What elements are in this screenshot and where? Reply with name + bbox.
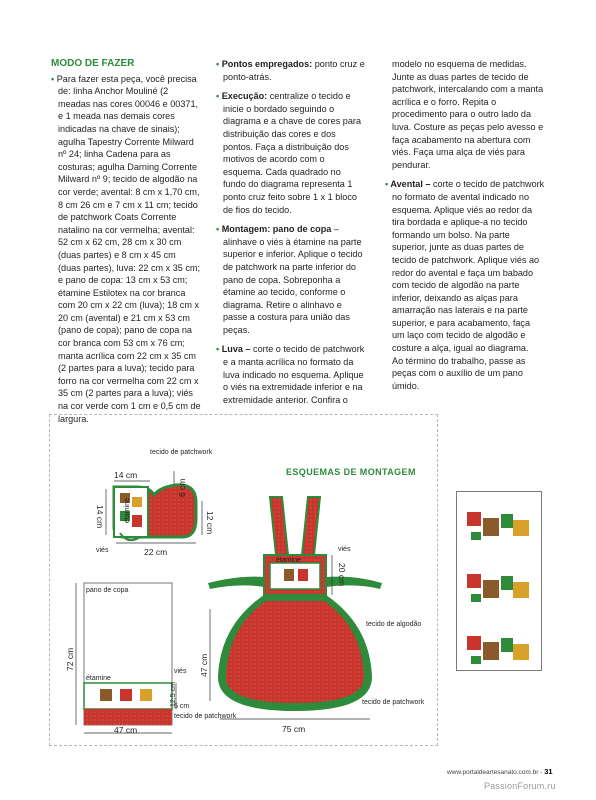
- apron-text: corte o tecido de patchwork no formato de avental indicado no esquema. Aplique viés ao redor da tira bordada e aplique-a no tecido formando um bolso. Na parte superior, junte as duas partes de tecido de patchwork. Aplique viés ao redor do avental e faça um babado com tecido de algodão na parte inferior, deixando as alças para amarração nas laterais e na parte superior, e para acabamento, faça um laço com tecido de algodão e costure a alça, igual ao diagrama.: [392, 179, 545, 354]
- final-paragraph: Ao término do trabalho, passe as peças com o auxílio de um pano úmido.: [392, 355, 526, 391]
- embroidery-motif: [132, 497, 142, 507]
- execution-paragraph: [216, 90, 366, 216]
- glove-height-12: 12 cm: [205, 511, 215, 535]
- bullet-icon: •: [216, 224, 222, 235]
- apron-height-47: 47 cm: [199, 653, 209, 677]
- apron-height-20: 20 cm: [337, 563, 347, 587]
- apron-cotton-label: tecido de algodão: [366, 621, 422, 628]
- column-1: [51, 58, 201, 425]
- towel-etamine-label: étamine: [86, 675, 111, 682]
- bullet-icon: •: [216, 91, 222, 102]
- glove-etamine-label: étamine: [124, 498, 131, 523]
- glove-height-14: 14 cm: [95, 505, 105, 529]
- apron-paragraph: [385, 178, 545, 354]
- column-3: [385, 58, 545, 399]
- bullet-icon: •: [385, 179, 391, 190]
- diagram-title: ESQUEMAS DE MONTAGEM: [286, 467, 416, 477]
- glove-text: corte o tecido de patchwork e a manta acrílica no formato da luva indicado no esquema. Aplique o viés na extremidade inferior e na extremidade anterior. Confira o: [223, 344, 365, 405]
- glove-height-6: 6 cm: [177, 478, 187, 497]
- dish-towel-drawing: [76, 583, 176, 733]
- embroidery-motif: [120, 689, 132, 701]
- bullet-icon: •: [216, 344, 222, 355]
- apron-patchwork-label: tecido de patchwork: [362, 699, 425, 706]
- embroidery-motif: [467, 512, 529, 540]
- watermark: PassionForum.ru: [484, 781, 556, 791]
- materials-paragraph: [51, 73, 201, 426]
- page-number: 31: [544, 767, 553, 776]
- towel-label: pano de copa: [86, 587, 129, 594]
- embroidery-pattern-strip: [456, 491, 542, 671]
- towel-patchwork-label: tecido de patchwork: [174, 713, 237, 720]
- materials-text: Para fazer esta peça, você precisa de: linha Anchor Mouliné (2 meadas nas cores 00046 e 00371, e 1 meada nas demais cores indicadas na chave de sinais); agulha Tapestry Corrente Milward nº 24; linha Cadena para as costuras; agulha Darning Corrente Milward nº 9; tecido de algodão na cor verde; avental: 8 cm x 1,70 cm, 8 cm 26 cm e 7 cm x 11 cm; tecido de patchwork Coats Corrente natalino na cor vermelha; avental: 52 cm x 62 cm, 28 cm x 30 cm (duas partes) e 8 cm x 45 cm (duas partes), luva: 22 cm x 35 cm; e pano de copa: 13 cm x 53 cm; étamine Estilotex na cor branca com 20 cm x 22 cm (luva); 18 cm x 20 cm (avental) e 21 cm x 53 cm (pano de copa); pano de copa na cor branca com 53 cm x 76 cm; manta acrílica com 22 cm x 35 cm (2 partes para a luva); tecido para forro na cor vermelha com 22 cm x 35 cm (2 partes para a luva); viés na cor verde com 1 cm e 0,5 cm de largura.: [56, 73, 201, 424]
- glove-label: Luva –: [221, 344, 251, 355]
- apron-width-75: 75 cm: [282, 724, 306, 734]
- stitches-paragraph: [216, 58, 366, 83]
- towel-assembly-paragraph: [216, 223, 366, 336]
- bullet-icon: •: [51, 73, 57, 84]
- section-title: MODO DE FAZER: [51, 58, 135, 69]
- assembly-diagram: [49, 414, 438, 746]
- glove-bias-label: viés: [96, 547, 109, 554]
- embroidery-pattern-drawing: [457, 492, 541, 670]
- apron-drawing: [205, 497, 382, 719]
- embroidery-motif: [132, 515, 142, 527]
- towel-height-5: 5 cm: [174, 703, 190, 710]
- apron-etamine-label: étamine: [276, 557, 301, 564]
- glove-width-22: 22 cm: [144, 547, 168, 557]
- embroidery-motif: [467, 636, 529, 664]
- execution-text: centralize o tecido e inicie o bordado seguindo o diagrama e a chave de cores para distribuição das cores e dos pontos. Faça a distribuição dos motivos de acordo com o esquema. Cada quadrado no fundo do diagrama representa 1 ponto cruz feito sobre 1 x 1 bloco de fios do tecido.: [223, 91, 362, 215]
- embroidery-motif: [100, 689, 112, 701]
- apron-bias-label: viés: [338, 546, 351, 553]
- embroidery-motif: [140, 689, 152, 701]
- embroidery-motif: [298, 569, 308, 581]
- column-2: [216, 58, 366, 413]
- execution-label: Execução:: [221, 91, 268, 102]
- footer-url: www.portaldeartesanato.com.br -: [447, 769, 543, 776]
- towel-height-12-5: 12,5 cm: [170, 682, 177, 707]
- stitches-text: ponto cruz e ponto-atrás.: [223, 59, 365, 82]
- towel-bias-label: viés: [174, 668, 187, 675]
- glove-patchwork-label: tecido de patchwork: [150, 449, 213, 456]
- embroidery-motif: [284, 569, 294, 581]
- glove-drawing: [106, 471, 202, 543]
- towel-assembly-text: – alinhave o viés à étamine na parte superior e inferior. Aplique o tecido de patchwork na parte inferior do pano de copa. Sobreponha a étamine ao tecido, conforme o diagrama. Retire o alinhavo e passe a costura para união das peças.: [223, 224, 363, 335]
- embroidery-motif: [467, 574, 529, 602]
- apron-label: Avental –: [390, 179, 431, 190]
- glove-width-14: 14 cm: [114, 470, 138, 480]
- footer: [447, 767, 553, 776]
- towel-width-47: 47 cm: [114, 725, 138, 735]
- towel-height-72: 72 cm: [65, 647, 75, 671]
- glove-paragraph: [216, 343, 366, 406]
- towel-assembly-label: Montagem: pano de copa: [221, 224, 332, 235]
- bullet-icon: •: [216, 59, 222, 69]
- stitches-label: Pontos empregados:: [221, 59, 313, 69]
- glove-continued-paragraph: modelo no esquema de medidas. Junte as duas partes de tecido de patchwork, intercalando com a manta acrílica e o forro. Repita o procedimento para o outro lado da luva. Costure as peças pelo avesso e faça acabamento na abertura com viés. Faça uma alça de viés para pendurar.: [392, 59, 544, 170]
- assembly-diagram-drawing: [50, 415, 439, 747]
